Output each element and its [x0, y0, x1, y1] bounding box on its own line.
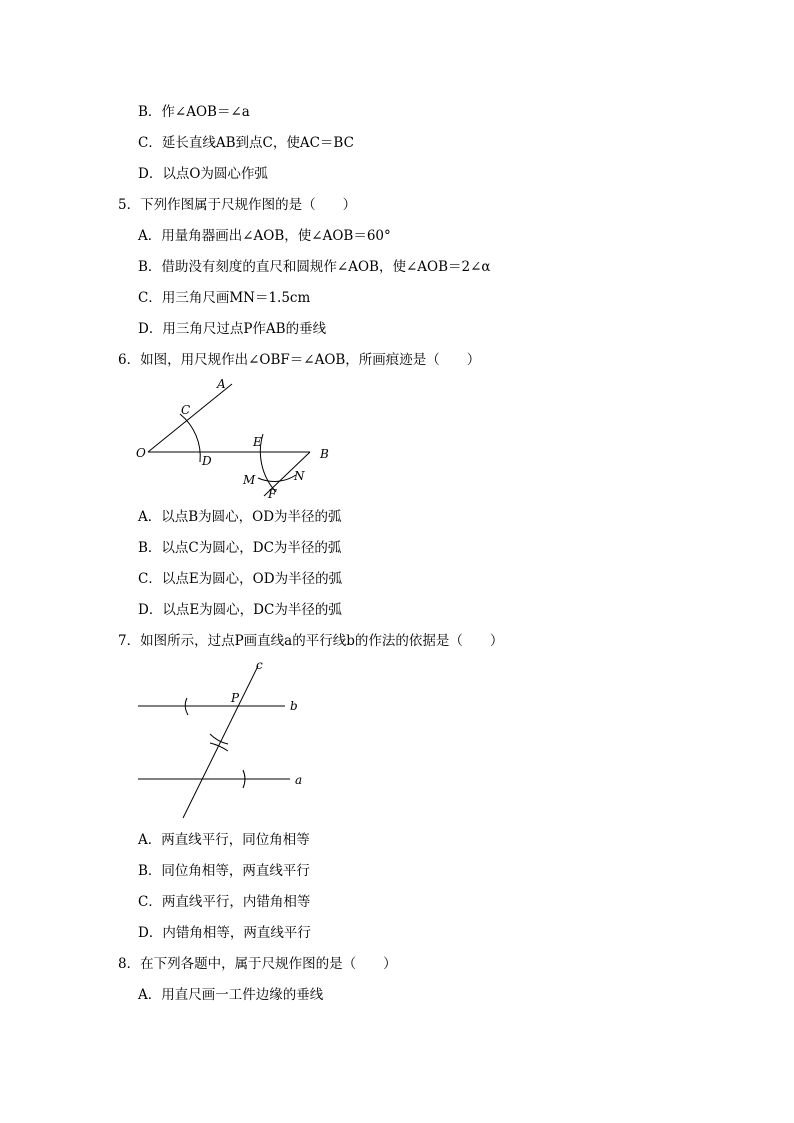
label-b: B: [320, 447, 329, 461]
arc-on-c-1: [210, 734, 228, 744]
question-5-stem: 5．下列作图属于尺规作图的是（ ）: [118, 197, 357, 213]
ray-oa: [148, 384, 232, 452]
label-n: N: [294, 469, 305, 483]
question-7-stem: 7．如图所示，过点P画直线a的平行线b的作法的依据是（ ）: [118, 633, 504, 649]
label-c: C: [181, 403, 191, 417]
question-5-option-c: C．用三角尺画MN＝1.5cm: [138, 290, 311, 306]
question-8-option-a: A．用直尺画一工件边缘的垂线: [138, 987, 324, 1003]
question-6-option-a: A．以点B为圆心，OD为半径的弧: [138, 509, 342, 525]
label-o: O: [136, 446, 146, 460]
arc-mn: [258, 475, 296, 481]
prev-option-c: C．延长直线AB到点C，使AC＝BC: [138, 135, 354, 151]
question-7-option-b: B．同位角相等，两直线平行: [138, 863, 310, 879]
label-e: E: [253, 435, 262, 449]
question-6-option-b: B．以点C为圆心，DC为半径的弧: [138, 540, 342, 556]
label-f: F: [268, 487, 277, 501]
label-p: P: [231, 691, 240, 705]
label-d: D: [202, 454, 212, 468]
question-5-option-d: D．用三角尺过点P作AB的垂线: [138, 321, 327, 337]
question-7-option-c: C．两直线平行，内错角相等: [138, 894, 311, 910]
label-b: b: [290, 699, 298, 713]
label-a: A: [217, 377, 226, 391]
question-5-option-a: A．用量角器画出∠AOB，使∠AOB＝60°: [138, 228, 391, 244]
arc-ef: [260, 434, 276, 492]
question-7-option-a: A．两直线平行，同位角相等: [138, 832, 310, 848]
question-7-option-d: D．内错角相等，两直线平行: [138, 925, 311, 941]
prev-option-d: D．以点O为圆心作弧: [138, 166, 268, 182]
question-8-stem: 8．在下列各题中，属于尺规作图的是（ ）: [118, 956, 397, 972]
question-6-option-c: C．以点E为圆心，OD为半径的弧: [138, 571, 343, 587]
question-7-figure: [130, 656, 320, 824]
question-6-option-d: D．以点E为圆心，DC为半径的弧: [138, 602, 342, 618]
label-a: a: [295, 773, 303, 787]
question-5-option-b: B．借助没有刻度的直尺和圆规作∠AOB，使∠AOB＝2∠α: [138, 259, 491, 275]
label-c: c: [256, 658, 263, 672]
prev-option-b: B．作∠AOB＝∠a: [138, 104, 250, 120]
question-6-figure: [130, 376, 340, 502]
question-6-stem: 6．如图，用尺规作出∠OBF＝∠AOB，所画痕迹是（ ）: [118, 352, 481, 368]
arc-cd: [180, 414, 200, 462]
label-m: M: [243, 473, 256, 487]
